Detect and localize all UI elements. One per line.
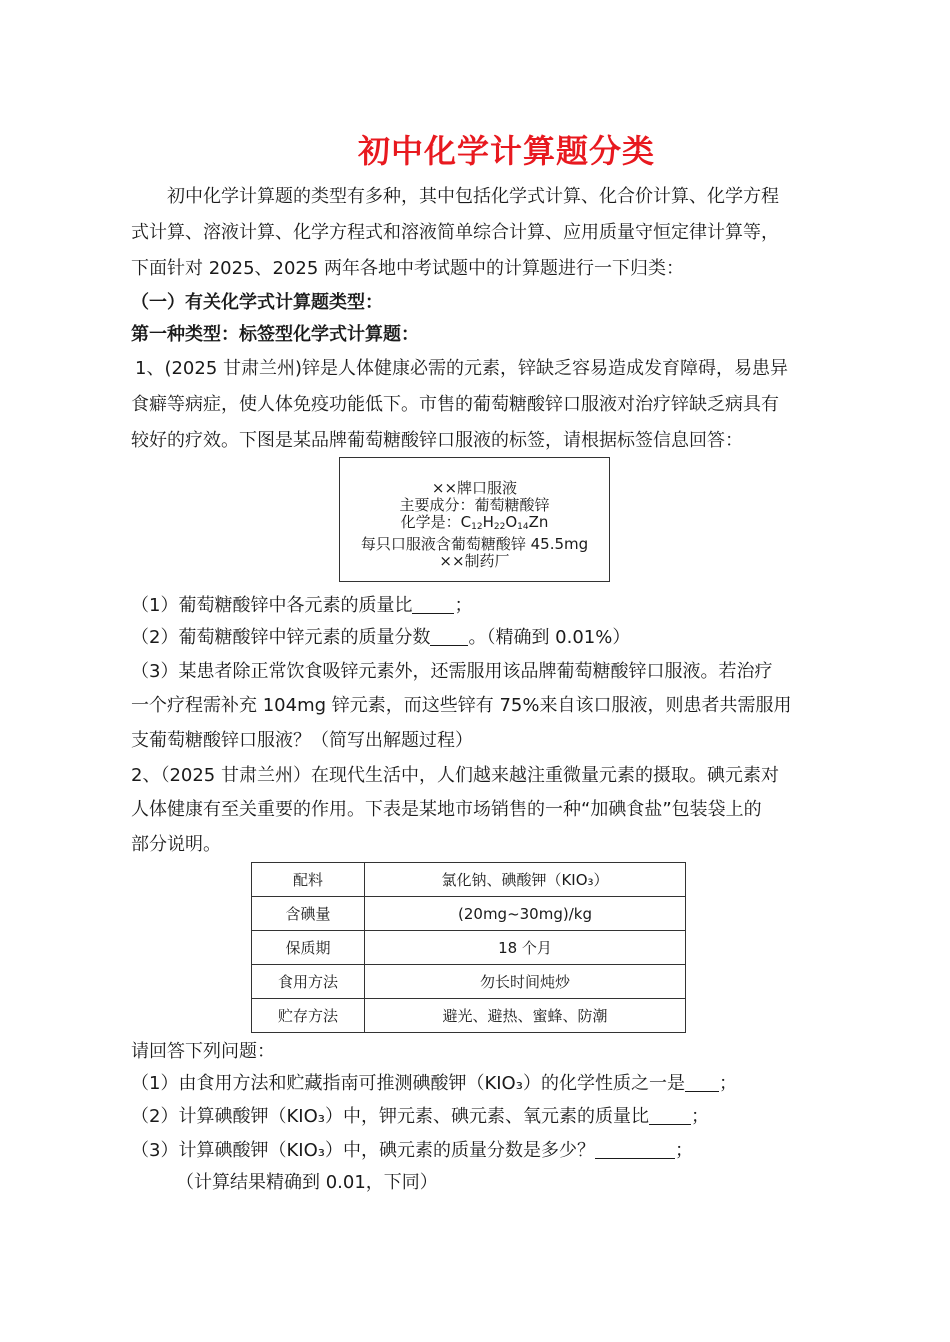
table-row: 配料 氯化钠、碘酸钾（KIO₃） (252, 863, 686, 897)
q1-sub3-line-1: （3）某患者除正常饮食吸锌元素外，还需服用该品牌葡萄糖酸锌口服液。若治疗 (131, 661, 773, 682)
label-content: 每只口服液含葡萄糖酸锌 45.5mg (360, 535, 589, 553)
q2-note: （计算结果精确到 0.01，下同） (176, 1172, 438, 1193)
table-row: 含碘量 (20mg~30mg)/kg (252, 897, 686, 931)
label-formula: 化学是：$C_{12}H_{22}O_{14}Zn$ (400, 513, 549, 532)
q1-sub2: （2）葡萄糖酸锌中锌元素的质量分数 。（精确到 0.01%） (131, 627, 631, 648)
answer-blank[interactable] (595, 1140, 675, 1159)
answer-blank[interactable] (430, 627, 468, 646)
intro-line-2: 式计算、溶液计算、化学方程式和溶液简单综合计算、应用质量守恒定律计算等， (131, 222, 779, 243)
table-row: 保质期 18 个月 (252, 931, 686, 965)
q1-line-1: 1、(2025 甘肃兰州)锌是人体健康必需的元素，锌缺乏容易造成发育障碍，易患异 (135, 358, 789, 379)
q2-line-2: 人体健康有至关重要的作用。下表是某地市场销售的一种“加碘食盐”包装袋上的 (131, 799, 762, 820)
q2-sub1: （1）由食用方法和贮藏指南可推测碘酸钾（KIO₃）的化学性质之一是 ； (131, 1073, 737, 1094)
q1-sub3-line-3: 支葡萄糖酸锌口服液？（简写出解题过程） (131, 730, 473, 751)
answer-blank[interactable] (685, 1073, 719, 1092)
label-formula-prefix: 化学是： (400, 513, 461, 531)
intro-line-3: 下面针对 2025、2025 两年各地中考试题中的计算题进行一下归类： (131, 258, 685, 279)
q2-line-3: 部分说明。 (131, 834, 221, 855)
q1-sub1: （1）葡萄糖酸锌中各元素的质量比 ； (131, 595, 473, 616)
q2-prompt: 请回答下列问题： (131, 1041, 275, 1062)
page-title: 初中化学计算题分类 (357, 132, 655, 170)
q1-line-2: 食癖等病症，使人体免疫功能低下。市售的葡萄糖酸锌口服液对治疗锌缺乏病具有 (131, 394, 779, 415)
label-maker: ××制药厂 (439, 552, 510, 570)
label-ingredient: 主要成分：葡萄糖酸锌 (399, 496, 550, 514)
answer-blank[interactable] (412, 595, 454, 614)
q2-sub3: （3）计算碘酸钾（KIO₃）中，碘元素的质量分数是多少？ ； (131, 1140, 693, 1161)
type-heading: 第一种类型：标签型化学式计算题： (131, 324, 419, 345)
table-row: 贮存方法 避光、避热、蜜蜂、防潮 (252, 999, 686, 1033)
salt-info-table (251, 862, 686, 1033)
intro-line-1: 初中化学计算题的类型有多种，其中包括化学式计算、化合价计算、化学方程 (167, 186, 779, 207)
q2-line-1: 2、（2025 甘肃兰州）在现代生活中，人们越来越注重微量元素的摄取。碘元素对 (131, 765, 779, 786)
label-brand: ××牌口服液 (431, 479, 518, 497)
table-row: 食用方法 勿长时间炖炒 (252, 965, 686, 999)
q1-sub3-line-2: 一个疗程需补充 104mg 锌元素，而这些锌有 75%来自该口服液，则患者共需服用 (131, 695, 792, 716)
q2-sub2: （2）计算碘酸钾（KIO₃）中，钾元素、碘元素、氧元素的质量比 ； (131, 1106, 709, 1127)
answer-blank[interactable] (649, 1106, 691, 1125)
product-label-box (339, 457, 610, 582)
section-heading: （一）有关化学式计算题类型： (131, 292, 383, 313)
q1-line-3: 较好的疗效。下图是某品牌葡萄糖酸锌口服液的标签，请根据标签信息回答： (131, 430, 743, 451)
